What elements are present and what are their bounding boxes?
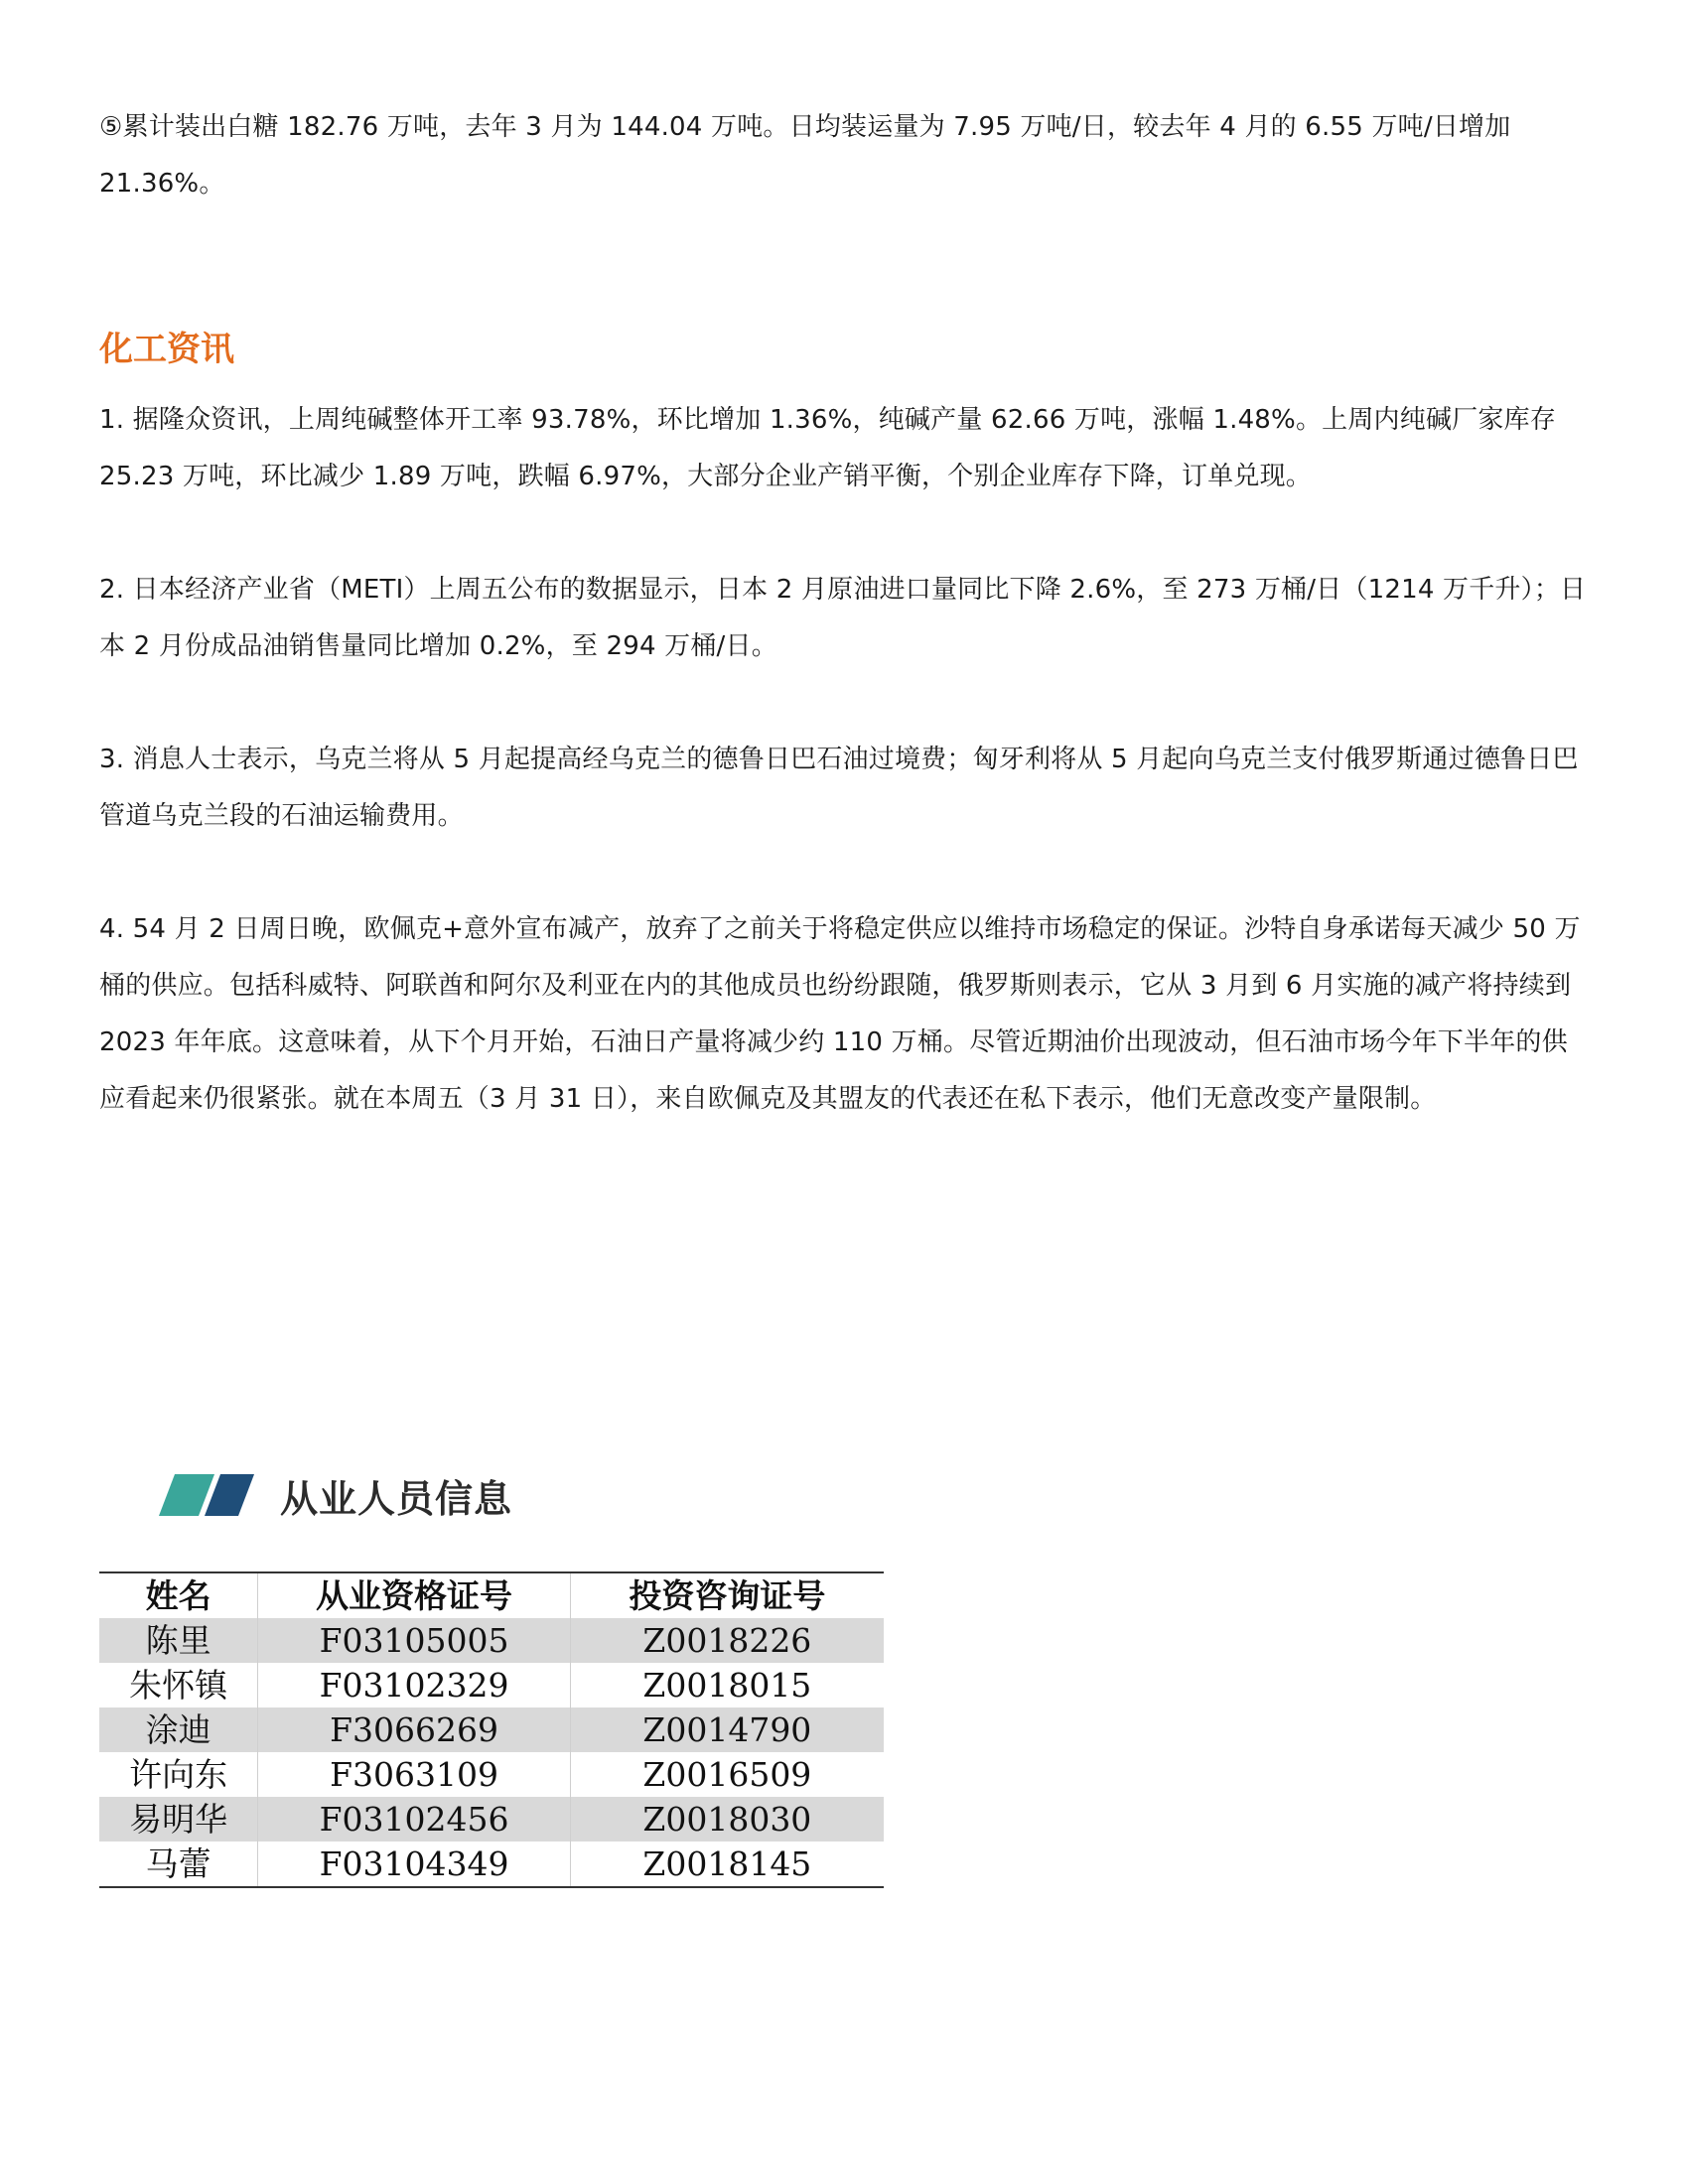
consulting-no: Z0018030 [570, 1797, 884, 1842]
chemical-news-item-1: 1. 据隆众资讯，上周纯碱整体开工率 93.78%，环比增加 1.36%，纯碱产量 62.66 万吨，涨幅 1.48%。上周内纯碱厂家库存 25.23 万吨，环比减少 1.89 万吨，跌幅 6.97%，大部分企业产销平衡，个别企业库存下降，订单兑现。 [99, 405, 1556, 491]
header-qualification-no: 从业资格证号 [258, 1572, 570, 1618]
staff-name: 陈里 [99, 1618, 258, 1663]
table-row [99, 1707, 884, 1752]
staff-name: 朱怀镇 [99, 1663, 258, 1707]
header-consulting-no: 投资咨询证号 [570, 1572, 884, 1618]
qualification-no: F03102329 [258, 1663, 570, 1707]
staff-table-header-row [99, 1572, 884, 1618]
qualification-no: F03104349 [258, 1842, 570, 1887]
sugar-shipment-paragraph: ⑤累计装出白糖 182.76 万吨，去年 3 月为 144.04 万吨。日均装运量为 7.95 万吨/日，较去年 4 月的 6.55 万吨/日增加 21.36%。 [99, 112, 1511, 199]
consulting-no: Z0014790 [570, 1707, 884, 1752]
staff-name: 易明华 [99, 1797, 258, 1842]
table-row [99, 1663, 884, 1707]
staff-table [99, 1571, 884, 1888]
table-row [99, 1752, 884, 1797]
parallelogram-logo-icon [159, 1474, 254, 1516]
chemical-news-item-4: 4. 54 月 2 日周日晚，欧佩克+意外宣布减产，放弃了之前关于将稳定供应以维持市场稳定的保证。沙特自身承诺每天减少 50 万桶的供应。包括科威特、阿联酋和阿尔及利亚在内的其他成员也纷纷跟随，俄罗斯则表示，它从 3 月到 6 月实施的减产将持续到 2023 年年底。这意味着，从下个月开始，石油日产量将减少约 110 万桶。尽管近期油价出现波动，但石油市场今年下半年的供应看起来仍很紧张。就在本周五（3 月 31 日），来自欧佩克及其盟友的代表还在私下表示，他们无意改变产量限制。 [99, 914, 1581, 1114]
staff-info-header [159, 1467, 512, 1523]
chemical-news-item-3: 3. 消息人士表示，乌克兰将从 5 月起提高经乌克兰的德鲁日巴石油过境费；匈牙利将从 5 月起向乌克兰支付俄罗斯通过德鲁日巴管道乌克兰段的石油运输费用。 [99, 745, 1579, 831]
consulting-no: Z0018015 [642, 1666, 812, 1705]
qualification-no: F03105005 [258, 1618, 570, 1663]
table-row [99, 1797, 884, 1842]
consulting-no: Z0018145 [570, 1842, 884, 1887]
staff-name: 涂迪 [99, 1707, 258, 1752]
consulting-no: Z0016509 [642, 1755, 812, 1794]
qualification-no: F03102456 [258, 1797, 570, 1842]
qualification-no: F3066269 [258, 1707, 570, 1752]
chemical-news-title: 化工资讯 [99, 330, 234, 369]
staff-name: 马蕾 [99, 1842, 258, 1887]
table-row [99, 1618, 884, 1663]
qualification-no: F3063109 [258, 1752, 570, 1797]
staff-info-title: 从业人员信息 [280, 1476, 513, 1521]
chemical-news-item-2: 2. 日本经济产业省（METI）上周五公布的数据显示，日本 2 月原油进口量同比下降 2.6%，至 273 万桶/日（1214 万千升）；日本 2 月份成品油销售量同比增加 0.2%，至 294 万桶/日。 [99, 575, 1587, 661]
consulting-no: Z0018226 [570, 1618, 884, 1663]
table-row [99, 1842, 884, 1887]
header-name: 姓名 [99, 1572, 258, 1618]
staff-name: 许向东 [99, 1752, 258, 1797]
